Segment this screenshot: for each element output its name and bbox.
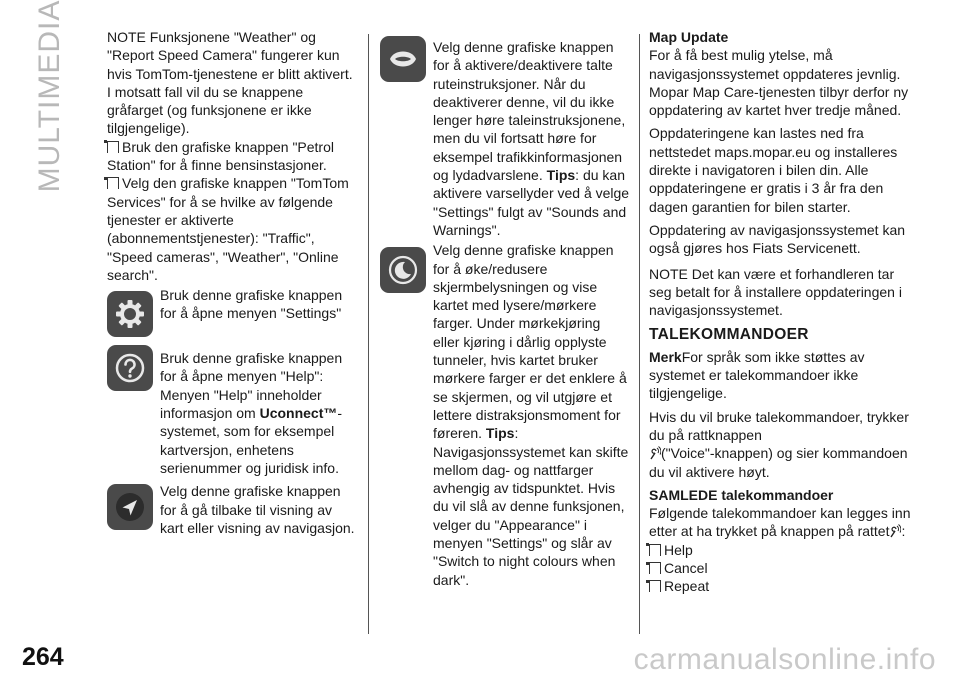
watermark-url: carmanualsonline.info bbox=[633, 643, 936, 676]
map-update-p3: Oppdatering av navigasjonssystemet kan også gjøres hos Fiats Servicenett. bbox=[649, 221, 906, 257]
section-side-label: MULTIMEDIA bbox=[33, 0, 66, 193]
map-update-p1: For å få best mulig ytelse, må navigasjonssystemet oppdateres jevnlig. Mopar Map Care-tjenesten tilbyr derfor ny oppdatering av kartet hver tredje måned. bbox=[649, 47, 909, 119]
voice-guidance-text: Velg denne grafiske knappen for å aktivere/deaktivere talte ruteinstruksjoner. Når du deaktiverer denne, vil du ikke lenger høre taleinstruksjonene, men du vil fortsatt høre for eksempel trafikkinformasjonen og lydadvarslene. Tips: du kan aktivere varsellyder ved å velge "Settings" fulgt av "Sounds and Warnings". bbox=[433, 39, 630, 238]
list-item: Cancel bbox=[649, 559, 911, 577]
help-row bbox=[107, 349, 359, 477]
column-1 bbox=[107, 28, 359, 537]
column-divider bbox=[639, 34, 640, 634]
bullet-icon bbox=[649, 562, 661, 574]
gear-icon bbox=[107, 291, 153, 337]
back-arrow-icon bbox=[107, 484, 153, 530]
bullet-icon bbox=[107, 141, 119, 153]
page-number: 264 bbox=[22, 643, 64, 671]
column-divider bbox=[368, 34, 369, 634]
bullet-petrol: Bruk den grafiske knappen "Petrol Station" for å finne bensinstasjoner. bbox=[107, 138, 334, 174]
settings-text: Bruk denne grafiske knappen for å åpne menyen "Settings" bbox=[160, 287, 343, 322]
help-icon bbox=[107, 345, 153, 391]
bullet-icon bbox=[107, 177, 119, 189]
voice-guidance-icon bbox=[380, 36, 426, 82]
voice-button-icon bbox=[889, 524, 901, 538]
map-update-p2: Oppdateringene kan lastes ned fra nettstedet maps.mopar.eu og installeres direkte i navigatoren i bilen din. Alle oppdateringene er gratis i 3 år fra den dagen garantien for bilen starter. bbox=[649, 125, 898, 215]
voice-commands-heading: TALEKOMMANDOER bbox=[649, 326, 809, 344]
list-item: Repeat bbox=[649, 577, 911, 595]
voice-guidance-row bbox=[380, 38, 630, 239]
global-commands-paragraph: Følgende talekommandoer kan legges inn etter at ha trykket på knappen på rattet : bbox=[649, 505, 911, 540]
voice-usage-paragraph: Hvis du vil bruke talekommandoer, trykker du på rattknappen ("Voice"-knappen) og sier kommandoen du vil aktivere høyt. bbox=[649, 408, 909, 480]
column-3 bbox=[649, 28, 911, 596]
back-text: Velg denne grafiske knappen for å gå tilbake til visning av kart eller visning av navigasjon. bbox=[160, 483, 355, 536]
night-mode-icon bbox=[380, 247, 426, 293]
night-mode-text: Velg denne grafiske knappen for å øke/redusere skjermbelysningen og vise kartet med lysere/mørkere farger. Under mørkekjøring eller kjøring i dårlig opplyste tunneler, hvis kartet bruker mørkere farger er det enklere å se skjermen, og vil utgjøre et lettere distraksjonsmoment for føreren. Tips: Navigasjonssystemet kan skifte mellom dag- og nattfarger avhengig av tidspunktet. Hvis du vil slå av denne funksjonen, velger du "Appearance" i menyen "Settings" og slår av "Switch to night colours when dark". bbox=[433, 242, 629, 588]
map-update-title: Map Update bbox=[649, 29, 729, 45]
bullet-tomtom: Velg den grafiske knappen "TomTom Services" for å se hvilke av følgende tjenester er aktiverte (abonnementstjenester): "Traffic", "Speed cameras", "Weather", "Online search". bbox=[107, 175, 349, 283]
list-item: Help bbox=[649, 541, 911, 559]
merk-paragraph: MerkFor språk som ikke støttes av systemet er talekommandoer ikke tilgjengelige. bbox=[649, 348, 865, 402]
map-update-note: NOTE Det kan være et forhandleren tar seg betalt for å installere oppdateringen i navigasjonssystemet. bbox=[649, 265, 902, 319]
settings-row bbox=[107, 286, 359, 337]
help-text: Bruk denne grafiske knappen for å åpne menyen "Help": Menyen "Help" inneholder informasjon om Uconnect™-systemet, som for eksempel kartversjon, enhetens serienummer og juridisk info. bbox=[160, 350, 343, 476]
global-commands-heading: SAMLEDE talekommandoer bbox=[649, 486, 834, 503]
bullet-icon bbox=[649, 580, 661, 592]
back-row bbox=[107, 482, 359, 537]
column-2 bbox=[380, 28, 630, 589]
bullet-icon bbox=[649, 544, 661, 556]
night-mode-row bbox=[380, 241, 630, 589]
voice-button-icon bbox=[649, 446, 661, 460]
weather-note: NOTE Funksjonene "Weather" og "Report Speed Camera" fungerer kun hvis TomTom-tjenestene er blitt aktivert. I motsatt fall vil du se knappene gråfarget (og funksjonene er ikke tilgjengelige). bbox=[107, 29, 353, 137]
